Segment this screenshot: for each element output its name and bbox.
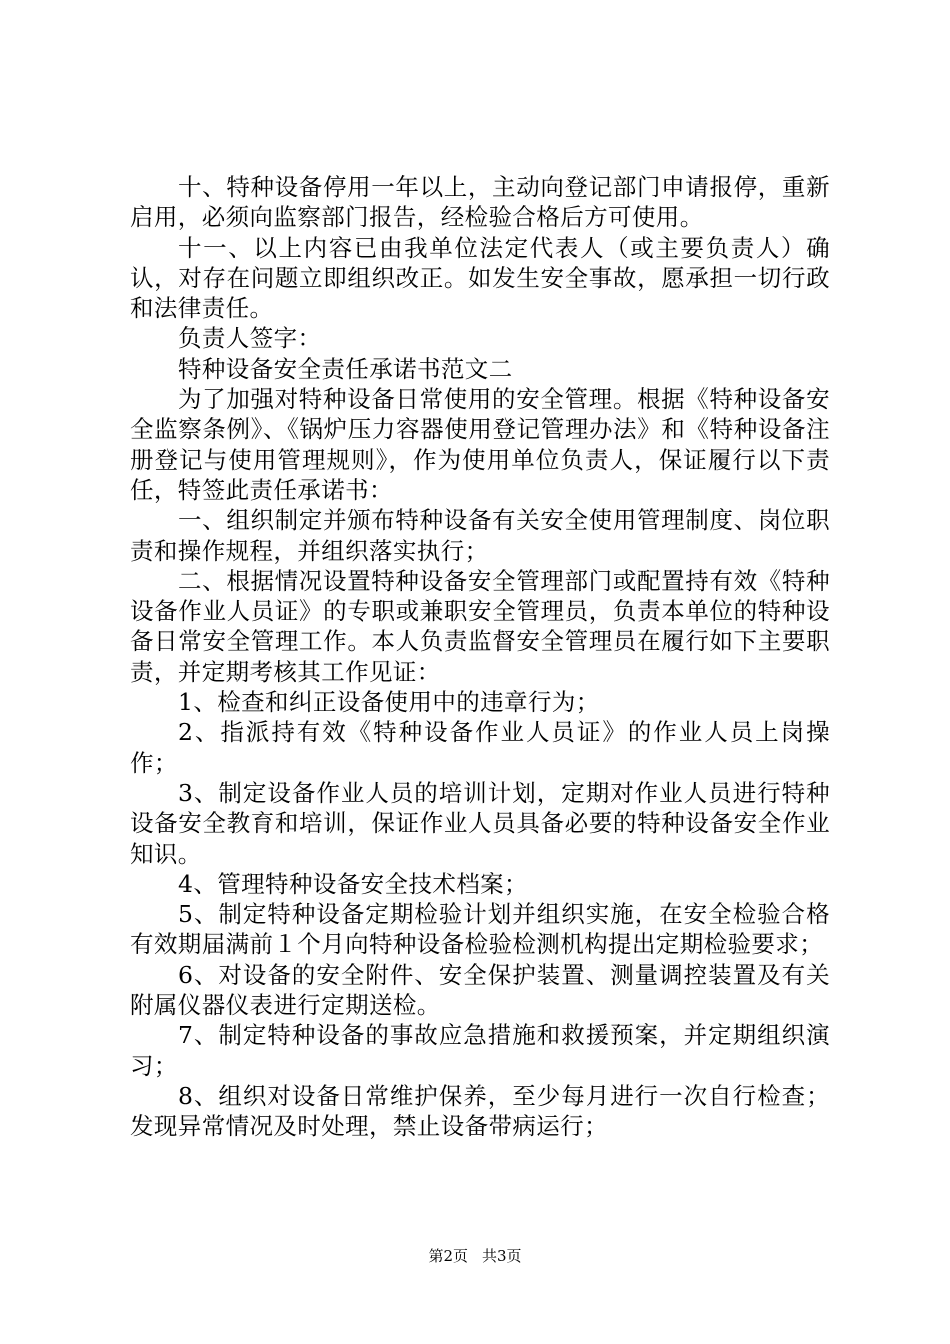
page-number: 第2页 (428, 1247, 468, 1265)
list-item: 1、检查和纠正设备使用中的违章行为； (178, 688, 600, 717)
paragraph: 一、组织制定并颁布特种设备有关安全使用管理制度、岗位职责和操作规程，并组织落实执行； (130, 506, 830, 565)
section-title: 特种设备安全责任承诺书范文二 (178, 354, 513, 383)
page-footer (0, 1246, 950, 1266)
list-item: 3、制定设备作业人员的培训计划，定期对作业人员进行特种设备安全教育和培训，保证作业人员具备必要的特种设备安全作业知识。 (130, 778, 830, 868)
paragraph: 十、特种设备停用一年以上，主动向登记部门申请报停，重新启用，必须向监察部门报告，经检验合格后方可使用。 (130, 173, 830, 232)
list-item: 6、对设备的安全附件、安全保护装置、测量调控装置及有关附属仪器仪表进行定期送检。 (130, 960, 830, 1020)
signature-line: 负责人签字： (178, 324, 322, 353)
list-item: 5、制定特种设备定期检验计划并组织实施，在安全检验合格有效期届满前１个月向特种设备检验检测机构提出定期检验要求； (130, 900, 830, 959)
paragraph: 二、根据情况设置特种设备安全管理部门或配置持有效《特种设备作业人员证》的专职或兼职安全管理员，负责本单位的特种设备日常安全管理工作。本人负责监督安全管理员在履行如下主要职责，并定期考核其工作见证： (130, 566, 830, 686)
list-item: 8、组织对设备日常维护保养，至少每月进行一次自行检查；发现异常情况及时处理，禁止设备带病运行； (130, 1081, 830, 1141)
page-total: 共3页 (482, 1247, 522, 1265)
list-item: 7、制定特种设备的事故应急措施和救援预案，并定期组织演习； (130, 1021, 830, 1080)
paragraph: 十一、以上内容已由我单位法定代表人（或主要负责人）确认，对存在问题立即组织改正。如发生安全事故，愿承担一切行政和法律责任。 (130, 233, 830, 323)
paragraph: 为了加强对特种设备日常使用的安全管理。根据《特种设备安全监察条例》、《锅炉压力容器使用登记管理办法》和《特种设备注册登记与使用管理规则》，作为使用单位负责人，保证履行以下责任，特签此责任承诺书： (130, 385, 830, 504)
document-body (130, 172, 830, 1142)
list-item: 4、管理特种设备安全技术档案； (178, 869, 528, 898)
list-item: 2、指派持有效《特种设备作业人员证》的作业人员上岗操作； (130, 718, 830, 777)
